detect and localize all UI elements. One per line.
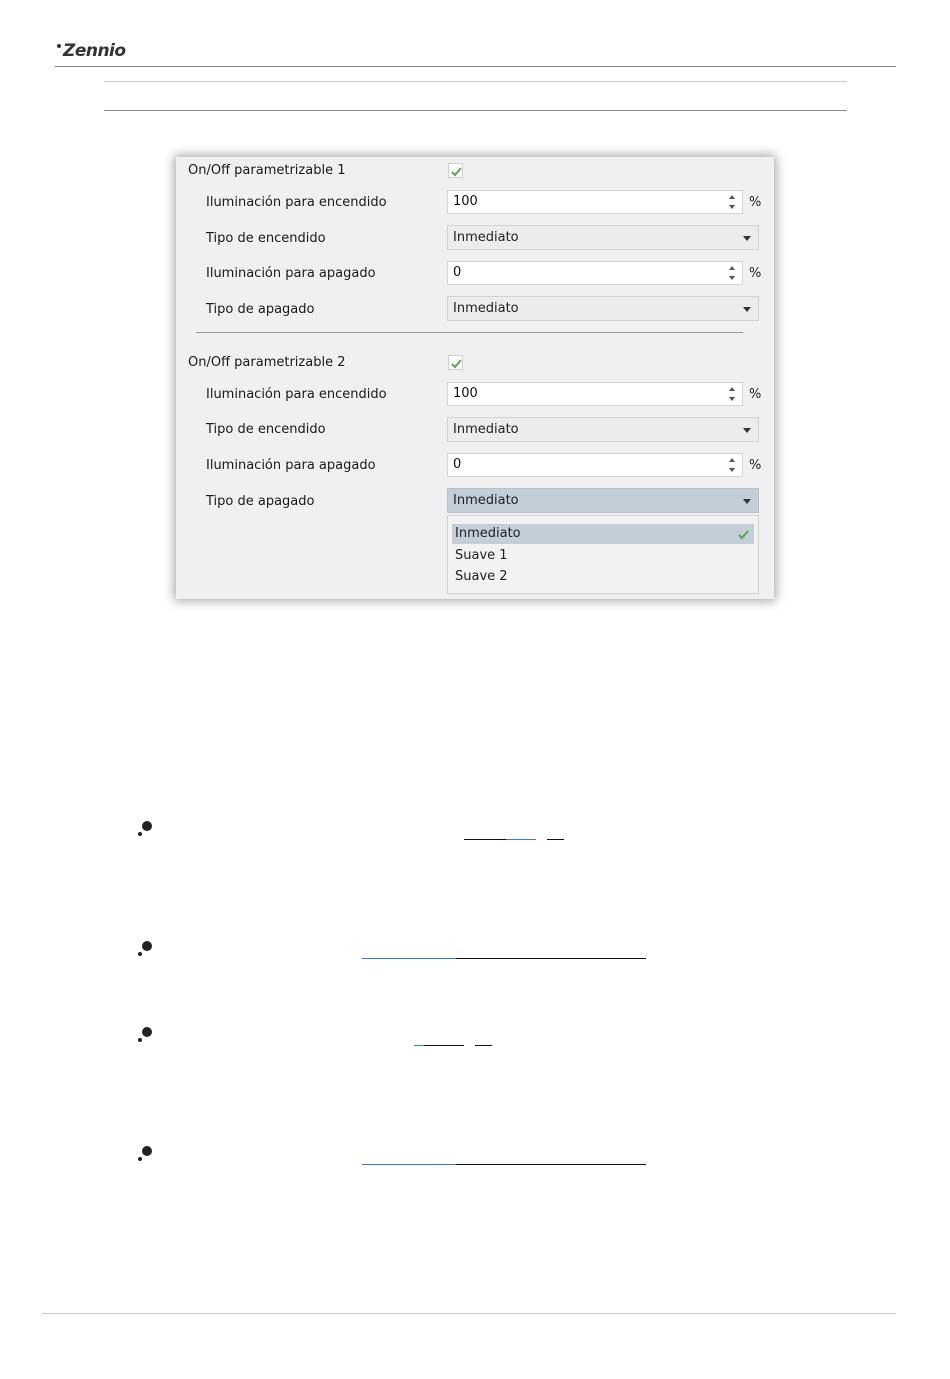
section-2-off-level-input[interactable] [447,453,743,477]
section-1-on-level-input[interactable] [447,190,743,214]
link-underline [456,1164,646,1165]
bullet-icon [136,938,156,958]
header-rule [55,66,896,67]
section-1-off-level-input[interactable] [447,261,743,285]
unit-label: % [749,195,762,210]
link-underline [362,1164,456,1165]
bullet-icon [136,1024,156,1044]
section-2-off-level-label: Iluminación para apagado [206,458,376,473]
section-2-on-level-input[interactable] [447,382,743,406]
section-2-checkbox[interactable] [448,355,463,370]
section-1-off-type-label: Tipo de apagado [206,302,315,317]
section-1-title: On/Off parametrizable 1 [188,163,346,178]
spin-value: 0 [453,265,462,280]
dropdown-option-inmediato[interactable] [452,524,754,544]
section-2-off-type-label: Tipo de apagado [206,494,315,509]
dropdown-caret-icon [743,499,751,504]
section-1-checkbox[interactable] [448,163,463,178]
link-underline [475,1045,492,1046]
section-2-on-type-select[interactable] [447,417,759,442]
link-underline [414,1045,424,1046]
spinner-arrows-icon[interactable] [728,456,736,474]
link-underline [456,958,646,959]
dropdown-caret-icon [743,236,751,241]
checkmark-icon [450,165,463,178]
unit-label: % [749,387,762,402]
link-underline [362,958,456,959]
dropdown-caret-icon [743,428,751,433]
section-1-on-level-label: Iluminación para encendido [206,195,387,210]
header-rule-thin [104,81,847,82]
off-type-dropdown-list [447,515,759,594]
link-underline [424,1045,464,1046]
spin-value: 100 [453,194,478,209]
bullet-icon [136,818,156,838]
spinner-arrows-icon[interactable] [728,193,736,211]
header-rule-bottom [104,110,847,111]
dropdown-option-suave-2[interactable] [452,567,754,587]
section-2-on-type-label: Tipo de encendido [206,422,326,437]
checkmark-icon [450,357,463,370]
link-underline [547,839,564,840]
unit-label: % [749,266,762,281]
select-value: Inmediato [453,493,519,508]
spinner-arrows-icon[interactable] [728,264,736,282]
section-1-on-type-label: Tipo de encendido [206,231,326,246]
option-label: Suave 2 [455,569,508,584]
section-1-on-type-select[interactable] [447,225,759,250]
link-underline [464,839,506,840]
spinner-arrows-icon[interactable] [728,385,736,403]
section-2-off-type-select[interactable] [447,488,759,513]
link-underline [506,839,536,840]
logo-text: Zennio [63,41,126,61]
footer-rule [42,1313,896,1314]
bullet-icon [136,1143,156,1163]
spin-value: 100 [453,386,478,401]
option-label: Suave 1 [455,548,508,563]
section-2-on-level-label: Iluminación para encendido [206,387,387,402]
dropdown-option-suave-1[interactable] [452,546,754,566]
section-separator [196,332,743,333]
section-1-off-level-label: Iluminación para apagado [206,266,376,281]
checkmark-icon [737,528,750,541]
select-value: Inmediato [453,301,519,316]
section-1-off-type-select[interactable] [447,296,759,321]
option-label: Inmediato [455,526,521,541]
select-value: Inmediato [453,422,519,437]
dropdown-caret-icon [743,307,751,312]
zennio-logo [57,41,126,61]
unit-label: % [749,458,762,473]
spin-value: 0 [453,457,462,472]
select-value: Inmediato [453,230,519,245]
logo-dot-icon [57,44,61,48]
section-2-title: On/Off parametrizable 2 [188,355,346,370]
